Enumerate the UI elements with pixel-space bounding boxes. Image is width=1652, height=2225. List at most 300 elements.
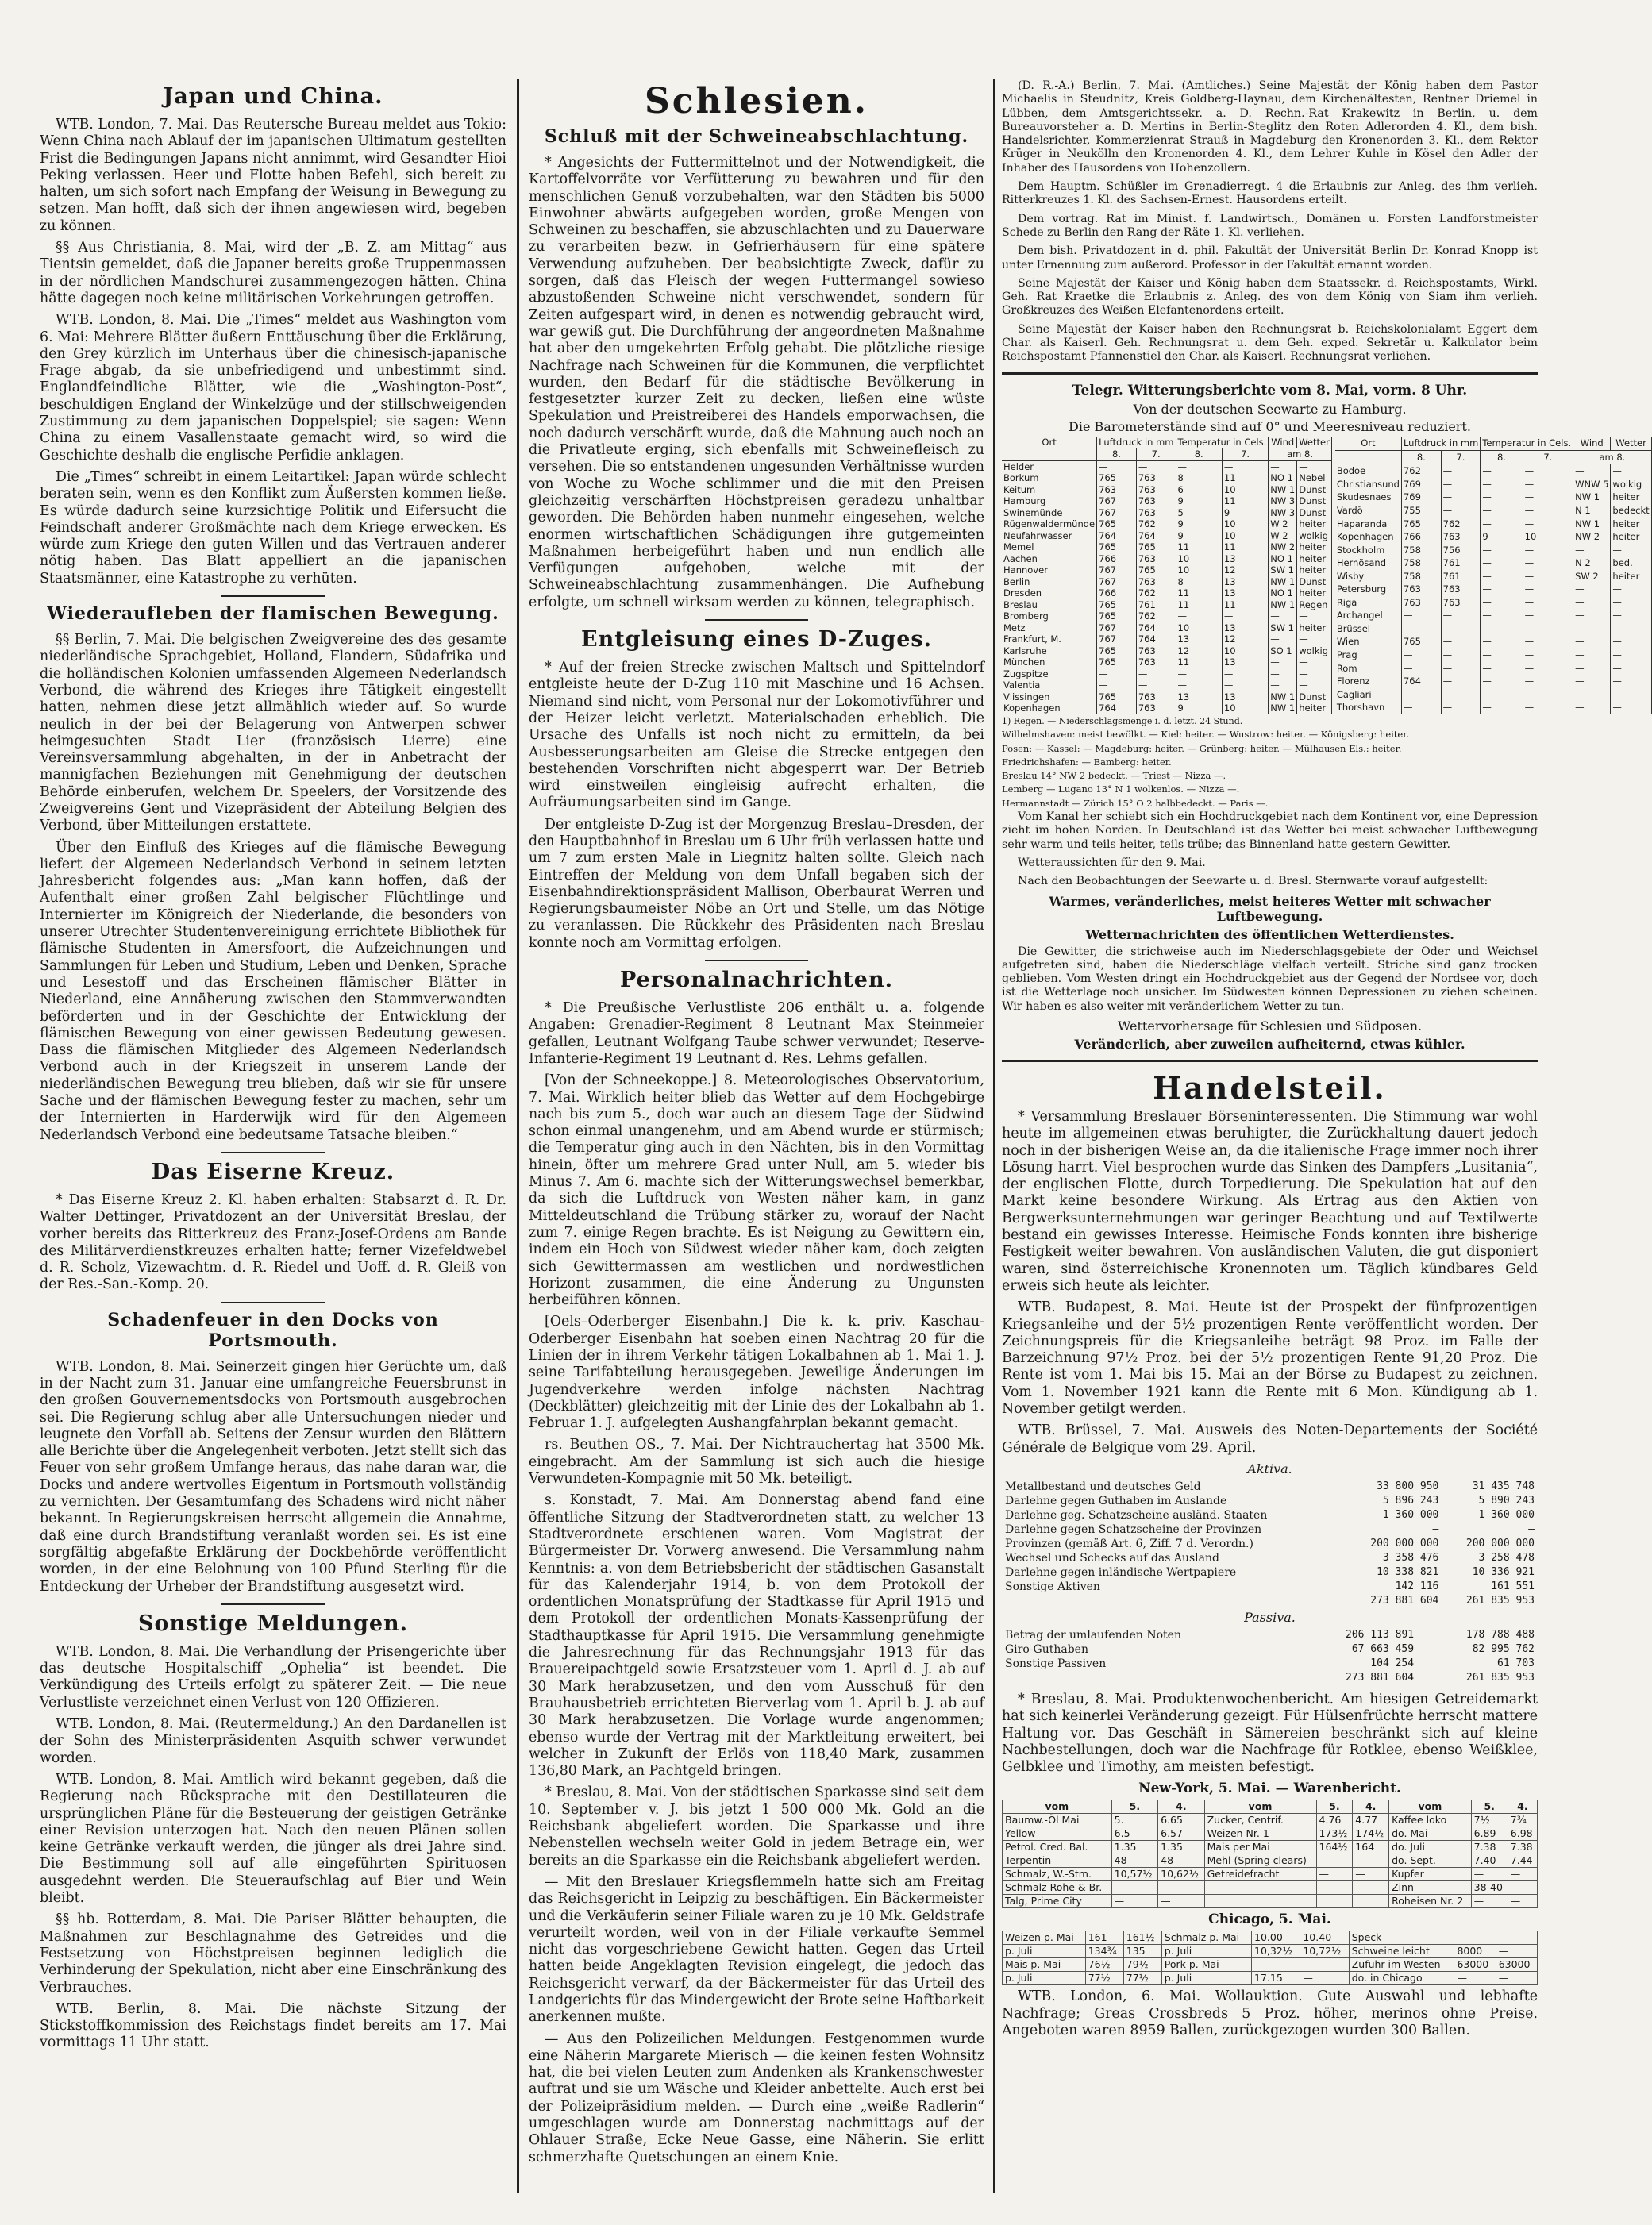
market-cell: do. Juli: [1389, 1841, 1472, 1854]
weather-cell: —: [1297, 610, 1332, 622]
article-paragraph: §§ Aus Christiania, 8. Mai, wird der „B. Z. am Mittag“ aus Tientsin gemeldet, daß die Japaner bereits große Truppenmassen in der nördlichen Mandschurei zusammengezogen hätten. China hätte dagegen noch keine militärischen Vorkehrungen getroffen.: [40, 240, 506, 306]
weather-row: [1002, 472, 1331, 484]
weather-row: [1002, 691, 1331, 703]
market-row: [1003, 1958, 1538, 1972]
weather-note: Die Barometerstände sind auf 0° und Meeresniveau reduziert.: [1069, 418, 1471, 434]
market-header: 4.: [1508, 1800, 1537, 1814]
weather-cell: Dunst: [1297, 495, 1332, 507]
weather-cell: 763: [1441, 583, 1481, 596]
weather-cell: 765: [1097, 599, 1137, 611]
market-cell: 7¾: [1508, 1814, 1537, 1827]
weather-row: [1002, 703, 1331, 714]
market-cell: Terpentin: [1003, 1854, 1112, 1868]
market-row: [1003, 1945, 1538, 1958]
market-cell: —: [1454, 1972, 1496, 1985]
trade-paragraph: WTB. Brüssel, 7. Mai. Ausweis des Noten-Departements der Société Générale de Belgique vom 29. April.: [1002, 1422, 1538, 1456]
market-cell: Pork p. Mai: [1161, 1958, 1251, 1972]
market-cell: 38-40: [1471, 1881, 1508, 1895]
balance-row: [1002, 1671, 1538, 1685]
weather-row: [1002, 679, 1331, 691]
balance-cell: 3 358 476: [1382, 1551, 1439, 1564]
balance-cell: 1 360 000: [1382, 1508, 1439, 1521]
weather-cell: 765: [1097, 541, 1137, 553]
weather-row: [1335, 701, 1651, 714]
weather-cell: 12: [1222, 564, 1268, 576]
article-paragraph: Der entgleiste D-Zug ist der Morgenzug Breslau–Dresden, der den Hauptbahnhof in Breslau um 6 Uhr früh verlassen hatte und um 7 zum ersten Male in Liegnitz halten sollte. Gleich nach Eintreffen der Meldung von dem Unfall begaben sich der Eisenbahndirektionspräsident Mallison, Oberbaurat Werren und Regierungsbaumeister Nöbe an Ort und Stelle, um das Nötige zu veranlassen. Die Rückkehr des Präsidenten nach Breslau konnte noch am Vormittag erfolgen.: [529, 816, 984, 951]
column-middle: [529, 79, 984, 2193]
weather-cell: 765: [1136, 541, 1176, 553]
market-cell: 76½: [1085, 1958, 1123, 1972]
weather-cell: Bodoe: [1335, 464, 1402, 478]
weather-cell: 9: [1176, 495, 1222, 507]
london-wool-report: WTB. London, 6. Mai. Wollauktion. Gute Auswahl und lebhafte Nachfrage; Greas Crossbreds 5 Proz. höher, merinos ohne Preise. Angeboten waren 8959 Ballen, zurückgezogen wurden 300 Ballen.: [1002, 1988, 1538, 2038]
weather-cell: SW 1: [1269, 564, 1297, 576]
weather-cell: 10: [1222, 645, 1268, 657]
weather-row: [1335, 635, 1651, 649]
weather-cell: —: [1401, 622, 1441, 636]
weather-cell: —: [1222, 668, 1268, 680]
weather-cell: Breslau: [1002, 599, 1097, 611]
weather-cell: Prag: [1335, 649, 1402, 662]
weather-cell: —: [1401, 662, 1441, 676]
weather-cell: 13: [1222, 622, 1268, 634]
weather-extra-line: Hermannstadt — Zürich 15° O 2 halbbedeckt. — Paris —.: [1002, 797, 1269, 809]
weather-cell: Regen: [1297, 599, 1332, 611]
market-cell: —: [1471, 1868, 1508, 1881]
weather-subheader: 7.: [1136, 448, 1176, 461]
weather-cell: —: [1481, 478, 1523, 491]
weather-cell: Brüssel: [1335, 622, 1402, 636]
weather-cell: —: [1441, 701, 1481, 714]
weather-cell: 11: [1176, 599, 1222, 611]
balance-row: [1002, 1565, 1538, 1580]
weather-cell: 763: [1097, 484, 1137, 496]
weather-cell: —: [1297, 656, 1332, 668]
article: [40, 1310, 506, 1596]
article-paragraph: WTB. Berlin, 8. Mai. Die nächste Sitzung der Stickstoffkommission des Reichstags findet bereits am 17. Mai vormittags 11 Uhr statt.: [40, 2000, 506, 2051]
balance-row: [1002, 1522, 1538, 1537]
market-cell: —: [1353, 1854, 1389, 1868]
weather-cell: 763: [1136, 656, 1176, 668]
market-row: [1003, 1895, 1538, 1908]
market-cell: Zufuhr im Westen: [1349, 1958, 1454, 1972]
balance-cell: 33 800 950: [1377, 1480, 1439, 1492]
weather-cell: Skudesnaes: [1335, 491, 1402, 504]
weather-cell: Bromberg: [1002, 610, 1097, 622]
weather-cell: NO 1: [1269, 472, 1297, 484]
weather-header: Temperatur in Cels.: [1176, 437, 1269, 448]
weather-cell: —: [1523, 609, 1573, 622]
weather-row: [1335, 596, 1651, 610]
weather-cell: 9: [1481, 530, 1523, 544]
market-cell: 10,72½: [1300, 1945, 1349, 1958]
weather-cell: Hernösand: [1335, 556, 1402, 570]
balance-cell: 82 995 762: [1472, 1642, 1535, 1655]
weather-cell: Neufahrwasser: [1002, 530, 1097, 542]
weather-cell: —: [1297, 460, 1332, 472]
article-paragraph: Die „Times“ schreibt in einem Leitartikel: Japan würde schlecht beraten sein, wenn es den Konflikt zum Äußersten kommen ließe. Es würde dadurch seine kurzsichtige Politik und Eifersucht die Feindschaft anderer Großmächte nach dem Kriege erwecken. Es würde zum Kriege den guten Willen und das Vertrauen anderer nötig haben. Das Blatt appelliert an die japanischen Staatsmänner, eine Katastrophe zu verhüten.: [40, 468, 506, 587]
weather-row: [1335, 464, 1651, 478]
market-cell: 77½: [1085, 1972, 1123, 1985]
balance-cell: 61 703: [1497, 1657, 1535, 1669]
weather-row: [1335, 675, 1651, 688]
article-paragraph: s. Konstadt, 7. Mai. Am Donnerstag abend fand eine öffentliche Sitzung der Stadtverordneten statt, zu welcher 13 Stadtverordnete erschienen waren. Vom Magistrat der Bürgermeister Dr. Vorwerg anwesend. Die Versammlung nahm Kenntnis: a. von dem Betriebsbericht der städtischen Gasanstalt für das Kalenderjahr 1914, b. von dem Protokoll der ordentlichen Monatsprüfung der Stadtkasse für April 1915 und dem Protokoll der ordentlichen Monats-Kassenprüfung der Stadthauptkasse für April 1915. Die Versammlung genehmigte die Jahresrechnung für das Rechnungsjahr 1913 für das Brauereipachtgeld sowie Ersatzsteuer vom 1. April d. J. ab auf 30 Mark herabzusetzen, und den vom Ausschuß für den Brauhausbetrieb errichteten Bierverlag vom 1. April b. J. ab auf 30 Mark herabzusetzen. Die Vorlage wurde angenommen; ebenso wurde der Vertrag mit der Marktleitung erweitert, bei welcher in Zukunft der Erlös von 118,40 Mark, zusammen 136,80 Mark, an Pachtgeld bringen.: [529, 1492, 984, 1780]
article: [40, 603, 506, 1144]
weather-cell: NW 1: [1573, 491, 1611, 504]
market-cell: do. Sept.: [1389, 1854, 1472, 1868]
weather-cell: —: [1523, 622, 1573, 636]
weather-cell: 13: [1222, 553, 1268, 565]
weather-cell: Thorshavn: [1335, 701, 1402, 714]
weather-cell: 763: [1136, 484, 1176, 496]
balance-cell: 273 881 604: [1370, 1594, 1439, 1607]
newyork-title: New-York, 5. Mai. — Warenbericht.: [1138, 1780, 1401, 1797]
weather-extra-line: Wilhelmshaven: meist bewölkt. — Kiel: heiter. — Wustrow: heiter. — Königsberg: heiter.: [1002, 729, 1410, 741]
weather-cell: —: [1573, 675, 1611, 688]
weather-cell: —: [1611, 596, 1651, 610]
market-header: vom: [1204, 1800, 1316, 1814]
article: [529, 126, 984, 611]
weather-cell: Kopenhagen: [1002, 703, 1097, 714]
weather-cell: Dunst: [1297, 576, 1332, 588]
weather-cell: —: [1297, 679, 1332, 691]
weather-cell: —: [1573, 701, 1611, 714]
weather-cell: Dunst: [1297, 507, 1332, 519]
weather-cell: —: [1441, 688, 1481, 702]
weather-cell: —: [1441, 622, 1481, 636]
weather-header: Wetter: [1297, 437, 1332, 448]
weather-subheader: 8.: [1176, 448, 1222, 461]
market-header: 5.: [1111, 1800, 1157, 1814]
market-header: vom: [1389, 1800, 1472, 1814]
weather-subheader: 8.: [1401, 450, 1441, 464]
weather-header: Wind: [1573, 437, 1611, 450]
weather-cell: —: [1523, 518, 1573, 531]
market-row: [1003, 1868, 1538, 1881]
weather-cell: —: [1401, 688, 1441, 702]
market-row: [1003, 1881, 1538, 1895]
weather-cell: 765: [1097, 610, 1137, 622]
trade-paragraph: WTB. Budapest, 8. Mai. Heute ist der Prospekt der fünfprozentigen Kriegsanleihe und der 5½ prozentigen Rente veröffentlicht worden. Der Zeichnungspreis für die Kriegsanleihe beträgt 98 Proz. im Falle der Barzeichnung 97½ Proz. bei der 5½ prozentigen Rente 91,20 Proz. Die Rente ist vom 1. Mai bis 15. Mai an der Börse zu Budapest zu zeichnen. Vom 1. November 1921 kann die Rente mit 6 Mon. Kündigung ab 1. November getilgt werden.: [1002, 1299, 1538, 1418]
weather-cell: —: [1481, 609, 1523, 622]
weather-cell: 758: [1401, 570, 1441, 583]
balance-row: [1002, 1480, 1538, 1494]
chicago-title: Chicago, 5. Mai.: [1208, 1911, 1331, 1928]
weather-cell: —: [1523, 635, 1573, 649]
weather-cell: —: [1573, 583, 1611, 596]
weather-cell: 11: [1176, 656, 1222, 668]
weather-cell: —: [1523, 583, 1573, 596]
weather-row: [1002, 610, 1331, 622]
weather-cell: 767: [1097, 564, 1137, 576]
official-notice: Dem bish. Privatdozent in d. phil. Fakultät der Universität Berlin Dr. Konrad Knopp ist unter Ernennung zum außerord. Professor in der Fakultät ernannt worden.: [1002, 244, 1538, 271]
market-cell: Schmalz Rohe & Br.: [1003, 1881, 1112, 1895]
weather-cell: —: [1523, 556, 1573, 570]
market-row: [1003, 1854, 1538, 1868]
market-cell: 135: [1123, 1945, 1161, 1958]
weather-cell: —: [1611, 649, 1651, 662]
article-paragraph: * Angesichts der Futtermittelnot und der Notwendigkeit, die Kartoffelvorräte vor Verfütterung zu bewahren und für den menschlichen Genuß vorzubehalten, war den Städten bis 5000 Einwohner abwärts aufgegeben worden, große Mengen von Schweinen zu beschaffen, sie abzuschlachten und zu Dauerware zu verarbeiten bezw. in Gefrierhäusern für eine spätere Verwendung aufzuheben. Der beabsichtigte Zweck, dafür zu sorgen, daß das Fleisch der wegen Futtermangel sowieso abzustoßenden Schweine nicht verschwendet, sondern für Zeiten aufgespart wird, in denen es notwendig gebraucht wird, war gewiß gut. Die Durchführung der angeordneten Maßnahme hat aber den umgekehrten Erfolg gehabt. Die plötzliche riesige Nachfrage nach Schweinen für die Kommunen, die verpflichtet wurden, den Bedarf für die städtische Bevölkerung in festgesetzter kurzer Zeit zu decken, ließen eine wüste Spekulation und Preistreiberei des Handels emporwachsen, die noch dadurch verschärft wurde, daß die Mahnung auch noch an die Privatleute erging, sich ebenfalls mit Schweinefleisch zu versehen. Die so entstandenen ungesunden Verhältnisse wurden von Woche zu Woche schlimmer und die mit den Preisen gleichzeitig verschärften Höchstpreisen geradezu unhaltbar geworden. Die Behörden haben nunmehr eingesehen, welche enormen wirtschaftlichen Schädigungen ihre gutgemeinten Maßnahmen herbeigeführt haben und nun endlich alle Verfügungen aufgehoben, welche mit der Schweineabschlachtung zusammenhängen. Die Aufhebung erfolgte, um schnell wirksam werden zu können, telegraphisch.: [529, 155, 984, 610]
weather-cell: SW 1: [1269, 622, 1297, 634]
balance-cell: [1002, 1671, 1296, 1685]
weather-cell: —: [1523, 464, 1573, 478]
weather-cell: 758: [1401, 544, 1441, 557]
weather-cell: Riga: [1335, 596, 1402, 610]
weather-cell: Dresden: [1002, 587, 1097, 599]
balance-row: [1002, 1657, 1538, 1671]
article-paragraph: WTB. London, 8. Mai. Amtlich wird bekannt gegeben, daß die Regierung nach Rücksprache mit den Destillateuren die ursprünglichen Pläne für die Besteuerung der geistigen Getränke einer Revision unterzogen hat. Nach den neuen Plänen sollen keine Getränke verkauft werden, die jünger als drei Jahre sind. Die Bestimmung soll auf alle eingeführten Spirituosen ausgedehnt werden. Die Steueraufschlag auf Bier und Wein bleibt.: [40, 1771, 506, 1907]
market-cell: 6.89: [1471, 1827, 1508, 1841]
weather-row: [1335, 583, 1651, 596]
weather-row: [1002, 484, 1331, 496]
balance-cell: Betrag der umlaufenden Noten: [1005, 1628, 1181, 1642]
market-cell: 6.57: [1158, 1827, 1204, 1841]
weather-cell: 765: [1136, 564, 1176, 576]
weather-cell: 11: [1222, 541, 1268, 553]
balance-cell: 161 551: [1491, 1580, 1535, 1592]
weather-cell: 758: [1401, 556, 1441, 570]
market-cell: Mais per Mai: [1204, 1841, 1316, 1854]
weather-cell: 767: [1097, 507, 1137, 519]
market-cell: 10,57½: [1111, 1868, 1157, 1881]
market-cell: Yellow: [1003, 1827, 1112, 1841]
divider: [221, 595, 325, 597]
weather-cell: NO 1: [1269, 553, 1297, 565]
weather-cell: —: [1573, 464, 1611, 478]
weather-cell: —: [1401, 609, 1441, 622]
weather-cell: —: [1573, 609, 1611, 622]
weather-cell: 12: [1176, 645, 1222, 657]
weather-row: [1335, 662, 1651, 676]
market-cell: —: [1508, 1881, 1537, 1895]
market-cell: —: [1111, 1881, 1157, 1895]
weather-cell: Haparanda: [1335, 518, 1402, 531]
market-cell: Zinn: [1389, 1881, 1472, 1895]
weather-header: Wind: [1269, 437, 1297, 448]
weather-cell: Petersburg: [1335, 583, 1402, 596]
weather-cell: Aachen: [1002, 553, 1097, 565]
market-header: 5.: [1316, 1800, 1353, 1814]
weather-cell: heiter: [1297, 703, 1332, 714]
weather-row: [1335, 556, 1651, 570]
weather-cell: —: [1222, 679, 1268, 691]
weather-cell: Kopenhagen: [1335, 530, 1402, 544]
section-heading-handelsteil: Handelsteil.: [1153, 1069, 1387, 1106]
weather-cell: —: [1481, 504, 1523, 518]
market-cell: 4.76: [1316, 1814, 1353, 1827]
weather-cell: —: [1573, 649, 1611, 662]
weather-cell: 767: [1097, 495, 1137, 507]
weather-cell: Dunst: [1297, 484, 1332, 496]
balance-row: [1002, 1494, 1538, 1508]
balance-cell: 67 663 459: [1351, 1642, 1415, 1655]
weather-cell: 761: [1441, 556, 1481, 570]
weather-cell: Rügenwaldermünde: [1002, 518, 1097, 530]
trade-paragraph: * Versammlung Breslauer Börseninteressenten. Die Stimmung war wohl heute im allgemeinen etwas beruhigter, die Zurückhaltung dauert jedoch noch in der bisherigen Weise an, da die italienische Frage immer noch ihrer Lösung harrt. Viel besprochen wurde das Sinken des Dampfers „Lusitania“, der englischen Flotte, durch Torpedierung. Die Spekulation hat auf den Markt keine besondere Wirkung. Als Ertrag aus den Aktien von Bergwerksunternehmungen war geringer Beachtung und auf Textilwerte bestand ein gewisses Interesse. Heimische Fonds konnten ihre bisherige Festigkeit weiter bewahren. Von ausländischen Valuten, die gut disponiert waren, sind österreichische Kronennoten um. Täglich kündbares Geld erweis sich heute als leichter.: [1002, 1108, 1538, 1294]
weather-subheader: 7.: [1222, 448, 1268, 461]
weather-cell: 764: [1401, 675, 1441, 688]
balance-cell: Wechsel und Schecks auf das Ausland: [1005, 1551, 1219, 1565]
weather-cell: —: [1269, 668, 1297, 680]
weather-cell: —: [1481, 596, 1523, 610]
balance-cell: 10 338 821: [1377, 1565, 1439, 1578]
weather-row: [1002, 495, 1331, 507]
weather-cell: NW 3: [1269, 507, 1297, 519]
weather-cell: 10: [1222, 703, 1268, 714]
market-cell: 6.98: [1508, 1827, 1537, 1841]
weather-cell: wolkig: [1297, 530, 1332, 542]
weather-extra-line: Friedrichshafen: — Bamberg: heiter.: [1002, 756, 1172, 768]
divider: [1002, 372, 1538, 375]
article-paragraph: * Auf der freien Strecke zwischen Maltsch und Spittelndorf entgleiste heute der D-Zug 110 mit Maschine und 16 Achsen. Niemand sind nicht, vom Personal nur der Lokomotivführer und der Heizer leicht verletzt. Materialschaden erheblich. Die Ursache des Unfalls ist noch nicht zu ermitteln, da bei Ausbesserungsarbeiten am Gleise die Strecke entgegen den bestehenden Vorschriften nicht abgesperrt war. Der Betrieb wird einstweilen eingleisig aufrecht erhalten, die Aufräumungsarbeiten sind im Gange.: [529, 660, 984, 811]
weather-cell: 11: [1222, 472, 1268, 484]
official-notice: Seine Majestät der Kaiser und König haben dem Staatssekr. d. Reichspostamts, Wirkl. Geh. Rat Kraetke die Erlaubnis z. Anleg. des von dem König von Siam ihm verlieh. Großkreuzes des Weißen Elefantenordens erteilt.: [1002, 276, 1538, 318]
weather-cell: 767: [1097, 622, 1137, 634]
market-cell: 164: [1353, 1841, 1389, 1854]
section-heading-schlesien: Schlesien.: [644, 81, 869, 121]
market-cell: [1353, 1881, 1389, 1895]
weather-cell: 767: [1097, 576, 1137, 588]
weather-cell: —: [1523, 662, 1573, 676]
weather-cell: —: [1481, 544, 1523, 557]
weather-cell: Dunst: [1297, 691, 1332, 703]
weather-service-text: Die Gewitter, die strichweise auch im Niederschlagsgebiete der Oder und Weichsel aufgetreten sind, haben die Niederschläge vielfach verteilt. Striche sind ganz trocken geblieben. Vom Westen dringt ein Hochdruckgebiet aus der Gegend der Nordsee vor, doch ist die Wetterlage noch unsicher. Im Südwesten können Depressionen zu ziehen scheinen. Wir haben es also weiter mit veränderlichem Wetter zu tun.: [1002, 945, 1538, 1013]
weather-cell: —: [1573, 688, 1611, 702]
weather-cell: —: [1611, 688, 1651, 702]
weather-cell: —: [1611, 464, 1651, 478]
weather-subheader: 8.: [1097, 448, 1137, 461]
balance-row: [1002, 1508, 1538, 1522]
article-paragraph: — Aus den Polizeilichen Meldungen. Festgenommen wurde eine Näherin Margarete Mierisch — die keinen festen Wohnsitz hat, die bei vielen Leuten zum Andenken als Krankenschwester auftrat und sie um Wäsche und Kleider anbettelte. Auch erst bei der Polizeipräsidium melden. — Durch eine „weiße Radlerin“ umgeschlagen wurde am Donnerstag nachmittags auf der Ohlauer Straße, Ecke Neue Gasse, eine Näherin. Sie erlitt schmerzhafte Quetschungen an einem Knie.: [529, 2031, 984, 2165]
market-cell: 134¾: [1085, 1945, 1123, 1958]
market-cell: —: [1300, 1958, 1349, 1972]
weather-cell: Stockholm: [1335, 544, 1402, 557]
balance-cell: 178 788 488: [1465, 1628, 1535, 1641]
weather-cell: —: [1401, 649, 1441, 662]
article: [529, 968, 984, 2166]
weather-cell: —: [1269, 679, 1297, 691]
weather-table-right: [1335, 437, 1652, 714]
weather-cell: —: [1573, 635, 1611, 649]
weather-row: [1335, 688, 1651, 702]
weather-cell: —: [1523, 504, 1573, 518]
weather-cell: Hamburg: [1002, 495, 1097, 507]
divider: [221, 1302, 325, 1303]
divider: [221, 1603, 325, 1605]
weather-cell: 10: [1176, 564, 1222, 576]
weather-cell: —: [1441, 649, 1481, 662]
market-cell: —: [1496, 1972, 1537, 1985]
weather-cell: —: [1481, 688, 1523, 702]
weather-cell: 762: [1136, 587, 1176, 599]
weather-cell: —: [1481, 662, 1523, 676]
weather-header: Ort: [1002, 437, 1097, 448]
market-cell: Weizen p. Mai: [1003, 1931, 1086, 1945]
weather-cell: 762: [1136, 518, 1176, 530]
market-cell: [1204, 1895, 1316, 1908]
market-cell: [1204, 1881, 1316, 1895]
balance-cell: Darlehne gegen Schatzscheine der Provinzen: [1005, 1522, 1262, 1536]
weather-table-left: [1002, 437, 1332, 714]
weather-cell: 13: [1222, 691, 1268, 703]
weather-cell: —: [1176, 668, 1222, 680]
article-paragraph: §§ Berlin, 7. Mai. Die belgischen Zweigvereine des des gesamte niederländische Sprachgebiet, Holland, Flandern, Südafrika und die holländischen Kolonien umfassenden Algemeen Nederlandsch Verbond, die während des Krieges ihre Tätigkeit eingestellt hatten, nehmen diese jetzt allmählich wieder auf. So wurde neulich in der bei der Belagerung von Antwerpen schwer heimgesuchten Stadt Lier (französisch Lierre) eine Vereinsversammlung abgehalten, in der in Anbetracht der mannigfachen Beziehungen mit Genehmigung der deutschen Behörde einberufen, welchem Dr. Speelers, der Vorsitzende des Zweigvereins Gent und Vizepräsident der Abteilung Belgien des Verbond, über Mitteilungen erstattete.: [40, 632, 506, 834]
weather-cell: —: [1523, 491, 1573, 504]
balance-cell: 261 835 953: [1465, 1671, 1535, 1684]
weather-cell: 763: [1136, 691, 1176, 703]
weather-cell: Christiansund: [1335, 478, 1402, 491]
weather-cell: —: [1481, 701, 1523, 714]
article-paragraph: WTB. London, 8. Mai. (Reutermeldung.) An den Dardanellen ist der Sohn des Ministerpräsidenten Asquith schwer verwundet worden.: [40, 1716, 506, 1766]
weather-cell: Florenz: [1335, 675, 1402, 688]
market-cell: 10.00: [1252, 1931, 1300, 1945]
newyork-table: [1002, 1800, 1538, 1908]
market-cell: —: [1158, 1881, 1204, 1895]
balance-cell: 273 881 604: [1346, 1671, 1415, 1684]
weather-cell: 764: [1136, 633, 1176, 645]
market-cell: 174½: [1353, 1827, 1389, 1841]
weather-cell: NO 1: [1269, 587, 1297, 599]
market-cell: Roheisen Nr. 2: [1389, 1895, 1472, 1908]
weather-cell: 767: [1097, 633, 1137, 645]
weather-cell: —: [1176, 460, 1222, 472]
weather-cell: 764: [1097, 703, 1137, 714]
market-cell: Schweine leicht: [1349, 1945, 1454, 1958]
weather-cell: —: [1441, 675, 1481, 688]
article-paragraph: WTB. London, 8. Mai. Seinerzeit gingen hier Gerüchte um, daß in der Nacht zum 31. Januar eine umfangreiche Feuersbrunst in den großen Gouvernementsdocks von Portsmouth ausgebrochen sei. Die Regierung schlug aber alle Untersuchungen nieder und leugnete den Vorfall ab. Seitens der Zensur wurden den Blättern alle Berichte über die Angelegenheit verboten. Jetzt stellt sich das Feuer von sehr großem Umfange heraus, das nahe daran war, die Docks und andere wertvolles Eigentum in Portsmouth vollständig zu vernichten. Der Gesamtumfang des Schadens wird nicht näher bekannt. In Regierungskreisen herrscht allgemein die Annahme, daß eine durch Brandstiftung veranlaßt worden sei. Es ist eine sorgfältig abgefaßte Erklärung der Dockbehörde veröffentlicht worden, in der eine Belohnung von 100 Pfund Sterling für die Entdeckung der Urheber der Brandstiftung ausgesetzt wird.: [40, 1358, 506, 1595]
weather-subheader: [1335, 450, 1402, 464]
article-heading: Schadenfeuer in den Docks von Portsmouth.: [107, 1309, 439, 1351]
weather-cell: W 2: [1269, 518, 1297, 530]
market-row: [1003, 1814, 1538, 1827]
weather-row: [1002, 668, 1331, 680]
article-paragraph: [Von der Schneekoppe.] 8. Meteorologisches Observatorium, 7. Mai. Wirklich heiter blieb das Wetter auf dem Hochgebirge nach bis zum 5., doch war auch an diesem Tage der Südwind schon einmal unangenehm, und am Abend wurde er stürmisch; die Temperatur ging auch in den Nächten, bis in den Vormittag hinein, öfter um mehrere Grad unter Null, am 5. wieder bis Minus 7. Am 6. machte sich der Witterungswechsel bemerkbar, da sich die Luftdruck von Westen näher kam, in ganz Mitteldeutschland die Trübung stärker zu, worauf der Nacht zum 7. einige Regen brachte. Es ist Neigung zu Gewittern ein, indem ein Hoch von Südwest wieder näher kam, doch zeigten sich Gewittermassen am westlichen und nordwestlichen Horizont zusammen, die eine Änderung zu Ungunsten herbeiführen können.: [529, 1072, 984, 1309]
official-notice: Dem Hauptm. Schüßler im Grenadierregt. 4 die Erlaubnis zur Anleg. des ihm verlieh. Ritterkreuzes 1. Kl. des Sachsen-Ernest. Hausordens erteilt.: [1002, 180, 1538, 207]
weather-row: [1335, 491, 1651, 504]
weather-cell: 763: [1136, 703, 1176, 714]
column-left: [40, 79, 506, 2193]
market-cell: Schmalz p. Mai: [1161, 1931, 1251, 1945]
balance-table-aktiva: [1002, 1480, 1538, 1608]
weather-cell: 9: [1176, 530, 1222, 542]
market-header: 4.: [1158, 1800, 1204, 1814]
weather-cell: Memel: [1002, 541, 1097, 553]
weather-cell: —: [1573, 622, 1611, 636]
weather-cell: 9: [1222, 507, 1268, 519]
article: [529, 627, 984, 952]
market-cell: [1316, 1895, 1353, 1908]
weather-subheader: 7.: [1523, 450, 1573, 464]
weather-cell: 764: [1136, 530, 1176, 542]
weather-cell: 765: [1097, 472, 1137, 484]
article-paragraph: * Das Eiserne Kreuz 2. Kl. haben erhalten: Stabsarzt d. R. Dr. Walter Dettinger, Privatdozent an der Universität Breslau, der vorher bereits das Ritterkreuz des Franz-Josef-Ordens am Bande des Militärverdienstkreuzes erhalten hatte; ferner Vizefeldwebel d. R. Scholz, Vizewachtm. d. R. Riedel und Uoff. d. R. Gleiß von der Res.-San.-Komp. 20.: [40, 1191, 506, 1293]
weather-subheader: [1002, 448, 1097, 461]
market-cell: 173½: [1316, 1827, 1353, 1841]
market-cell: 10.40: [1300, 1931, 1349, 1945]
weather-cell: 761: [1136, 599, 1176, 611]
weather-cell: 11: [1222, 495, 1268, 507]
market-cell: 48: [1158, 1854, 1204, 1868]
weather-cell: 763: [1441, 596, 1481, 610]
weather-row: [1335, 570, 1651, 583]
weather-cell: 755: [1401, 504, 1441, 518]
article-paragraph: * Die Preußische Verlustliste 206 enthält u. a. folgende Angaben: Grenadier-Regiment 8 Leutnant Max Steinmeier gefallen, Leutnant Wolfgang Taube schwer verwundet; Reserve-Infanterie-Regiment 19 Leutnant d. Res. Lehms gefallen.: [529, 1000, 984, 1067]
weather-cell: Hannover: [1002, 564, 1097, 576]
article-paragraph: WTB. London, 8. Mai. Die Verhandlung der Prisengerichte über das deutsche Hospitalschiff „Ophelia“ ist beendet. Die Verkündigung des Urteils erfolgt zu späterer Zeit. — Die neue Verlustliste verzeichnet einen Verlust von 120 Offizieren.: [40, 1643, 506, 1711]
market-cell: Talg, Prime City: [1003, 1895, 1112, 1908]
weather-cell: heiter: [1297, 564, 1332, 576]
weather-cell: —: [1441, 478, 1481, 491]
